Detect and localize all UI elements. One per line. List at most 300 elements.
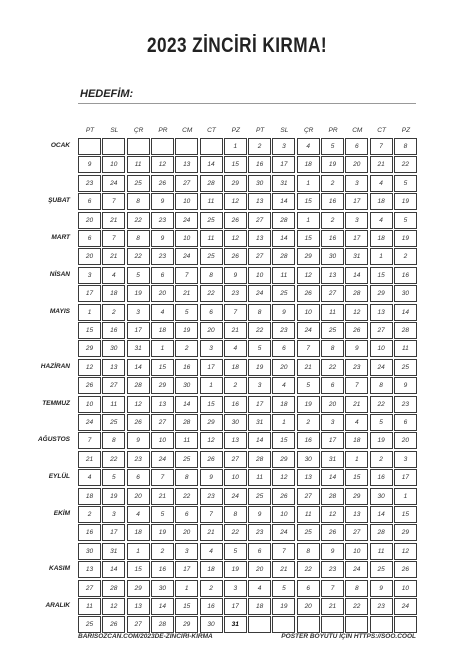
day-cell[interactable]: 13: [78, 561, 101, 578]
day-cell[interactable]: 24: [175, 212, 198, 229]
day-cell[interactable]: 8: [370, 377, 393, 394]
day-cell[interactable]: 10: [272, 506, 295, 523]
day-cell[interactable]: 17: [272, 156, 295, 173]
day-cell[interactable]: 2: [102, 304, 125, 321]
empty-cell[interactable]: [272, 616, 295, 633]
day-cell[interactable]: 2: [151, 543, 174, 560]
day-cell[interactable]: 30: [78, 543, 101, 560]
day-cell[interactable]: 12: [345, 304, 368, 321]
day-cell[interactable]: 29: [345, 488, 368, 505]
day-cell[interactable]: 26: [200, 451, 223, 468]
day-cell[interactable]: 5: [272, 580, 295, 597]
day-cell[interactable]: 23: [127, 451, 150, 468]
day-cell[interactable]: 2: [78, 506, 101, 523]
day-cell[interactable]: 23: [151, 248, 174, 265]
day-cell[interactable]: 22: [127, 212, 150, 229]
day-cell[interactable]: 20: [78, 248, 101, 265]
day-cell[interactable]: 12: [394, 543, 417, 560]
day-cell[interactable]: 1: [272, 414, 295, 431]
day-cell[interactable]: 22: [127, 248, 150, 265]
day-cell[interactable]: 28: [151, 616, 174, 633]
day-cell[interactable]: 31: [102, 543, 125, 560]
day-cell[interactable]: 20: [321, 396, 344, 413]
day-cell[interactable]: 4: [297, 138, 320, 155]
day-cell[interactable]: 19: [370, 432, 393, 449]
day-cell[interactable]: 18: [224, 359, 247, 376]
day-cell[interactable]: 2: [175, 340, 198, 357]
day-cell[interactable]: 16: [248, 156, 271, 173]
day-cell[interactable]: 14: [370, 506, 393, 523]
day-cell[interactable]: 30: [102, 340, 125, 357]
day-cell[interactable]: 23: [200, 488, 223, 505]
day-cell[interactable]: 12: [297, 267, 320, 284]
day-cell[interactable]: 5: [394, 175, 417, 192]
day-cell[interactable]: 5: [102, 469, 125, 486]
empty-cell[interactable]: [345, 616, 368, 633]
day-cell[interactable]: 18: [370, 230, 393, 247]
day-cell[interactable]: 27: [102, 377, 125, 394]
day-cell[interactable]: 22: [200, 285, 223, 302]
day-cell[interactable]: 22: [297, 561, 320, 578]
empty-cell[interactable]: [370, 616, 393, 633]
day-cell[interactable]: 9: [78, 156, 101, 173]
day-cell[interactable]: 13: [248, 193, 271, 210]
day-cell[interactable]: 2: [370, 451, 393, 468]
day-cell[interactable]: 6: [151, 267, 174, 284]
day-cell[interactable]: 11: [102, 396, 125, 413]
day-cell[interactable]: 4: [370, 212, 393, 229]
day-cell[interactable]: 16: [370, 469, 393, 486]
day-cell[interactable]: 15: [127, 561, 150, 578]
day-cell[interactable]: 3: [224, 580, 247, 597]
day-cell[interactable]: 17: [224, 598, 247, 615]
day-cell[interactable]: 25: [248, 488, 271, 505]
day-cell[interactable]: 25: [272, 285, 295, 302]
day-cell[interactable]: 24: [370, 359, 393, 376]
day-cell[interactable]: 4: [370, 175, 393, 192]
day-cell[interactable]: 19: [394, 230, 417, 247]
day-cell[interactable]: 17: [394, 469, 417, 486]
day-cell[interactable]: 9: [151, 193, 174, 210]
day-cell[interactable]: 31: [321, 451, 344, 468]
day-cell[interactable]: 19: [272, 598, 295, 615]
day-cell[interactable]: 14: [321, 469, 344, 486]
day-cell[interactable]: 15: [272, 432, 295, 449]
day-cell[interactable]: 21: [151, 488, 174, 505]
day-cell[interactable]: 11: [272, 267, 295, 284]
day-cell[interactable]: 2: [321, 175, 344, 192]
day-cell[interactable]: 17: [345, 230, 368, 247]
day-cell[interactable]: 30: [370, 488, 393, 505]
day-cell[interactable]: 3: [127, 304, 150, 321]
day-cell[interactable]: 18: [200, 561, 223, 578]
day-cell[interactable]: 21: [272, 561, 295, 578]
day-cell[interactable]: 1: [394, 488, 417, 505]
day-cell[interactable]: 9: [224, 267, 247, 284]
day-cell[interactable]: 13: [102, 359, 125, 376]
day-cell[interactable]: 31: [272, 175, 295, 192]
day-cell[interactable]: 24: [102, 175, 125, 192]
day-cell[interactable]: 28: [102, 580, 125, 597]
day-cell[interactable]: 16: [102, 322, 125, 339]
day-cell[interactable]: 25: [321, 322, 344, 339]
day-cell[interactable]: 27: [321, 285, 344, 302]
day-cell[interactable]: 22: [224, 524, 247, 541]
day-cell[interactable]: 29: [394, 524, 417, 541]
day-cell[interactable]: 18: [272, 396, 295, 413]
day-cell[interactable]: 1: [175, 580, 198, 597]
day-cell[interactable]: 18: [345, 432, 368, 449]
day-cell[interactable]: 11: [127, 156, 150, 173]
day-cell[interactable]: 26: [297, 285, 320, 302]
day-cell[interactable]: 11: [321, 304, 344, 321]
day-cell[interactable]: 1: [297, 175, 320, 192]
day-cell[interactable]: 10: [345, 543, 368, 560]
day-cell[interactable]: 28: [175, 414, 198, 431]
day-cell[interactable]: 28: [345, 285, 368, 302]
day-cell[interactable]: 6: [78, 193, 101, 210]
day-cell[interactable]: 1: [224, 138, 247, 155]
day-cell[interactable]: 29: [127, 580, 150, 597]
day-cell[interactable]: 12: [151, 156, 174, 173]
day-cell[interactable]: 26: [224, 248, 247, 265]
day-cell[interactable]: 11: [370, 543, 393, 560]
day-cell[interactable]: 22: [345, 598, 368, 615]
day-cell[interactable]: 11: [78, 598, 101, 615]
day-cell[interactable]: 8: [345, 580, 368, 597]
day-cell[interactable]: 24: [297, 322, 320, 339]
day-cell[interactable]: 22: [321, 359, 344, 376]
day-cell[interactable]: 18: [78, 488, 101, 505]
day-cell[interactable]: 30: [297, 451, 320, 468]
day-cell[interactable]: 27: [78, 580, 101, 597]
day-cell[interactable]: 11: [248, 469, 271, 486]
day-cell[interactable]: 22: [248, 322, 271, 339]
day-cell[interactable]: 31: [248, 414, 271, 431]
day-cell[interactable]: 22: [370, 396, 393, 413]
day-cell[interactable]: 3: [102, 506, 125, 523]
day-cell[interactable]: 6: [345, 138, 368, 155]
day-cell[interactable]: 19: [224, 561, 247, 578]
day-cell[interactable]: 18: [370, 193, 393, 210]
day-cell[interactable]: 14: [272, 230, 295, 247]
day-cell[interactable]: 14: [102, 561, 125, 578]
day-cell[interactable]: 12: [127, 396, 150, 413]
day-cell[interactable]: 15: [200, 396, 223, 413]
day-cell[interactable]: 19: [175, 322, 198, 339]
day-cell[interactable]: 15: [224, 156, 247, 173]
day-cell[interactable]: 26: [78, 377, 101, 394]
day-cell[interactable]: 21: [345, 396, 368, 413]
day-cell[interactable]: 5: [297, 377, 320, 394]
day-cell[interactable]: 15: [175, 598, 198, 615]
day-cell[interactable]: 8: [248, 304, 271, 321]
day-cell[interactable]: 30: [321, 248, 344, 265]
day-cell[interactable]: 22: [102, 451, 125, 468]
day-cell[interactable]: 23: [78, 175, 101, 192]
day-cell[interactable]: 7: [102, 230, 125, 247]
day-cell[interactable]: 28: [248, 451, 271, 468]
day-cell[interactable]: 6: [78, 230, 101, 247]
day-cell[interactable]: 11: [200, 193, 223, 210]
day-cell[interactable]: 9: [345, 340, 368, 357]
day-cell[interactable]: 16: [78, 524, 101, 541]
day-cell[interactable]: 29: [175, 616, 198, 633]
day-cell[interactable]: 27: [151, 414, 174, 431]
empty-cell[interactable]: [127, 138, 150, 155]
day-cell[interactable]: 4: [78, 469, 101, 486]
day-cell[interactable]: 24: [248, 285, 271, 302]
day-cell[interactable]: 30: [151, 580, 174, 597]
day-cell[interactable]: 2: [248, 138, 271, 155]
day-cell[interactable]: 15: [151, 359, 174, 376]
day-cell[interactable]: 16: [175, 359, 198, 376]
day-cell[interactable]: 20: [345, 156, 368, 173]
day-cell[interactable]: 15: [394, 506, 417, 523]
day-cell[interactable]: 27: [370, 322, 393, 339]
day-cell[interactable]: 8: [127, 230, 150, 247]
day-cell[interactable]: 19: [394, 193, 417, 210]
day-cell[interactable]: 20: [127, 488, 150, 505]
day-cell[interactable]: 1: [127, 543, 150, 560]
day-cell[interactable]: 18: [127, 524, 150, 541]
day-cell[interactable]: 24: [151, 451, 174, 468]
day-cell[interactable]: 21: [297, 359, 320, 376]
day-cell[interactable]: 10: [151, 432, 174, 449]
day-cell[interactable]: 28: [272, 212, 295, 229]
day-cell[interactable]: 16: [200, 598, 223, 615]
day-cell[interactable]: 28: [394, 322, 417, 339]
day-cell[interactable]: 20: [297, 598, 320, 615]
day-cell[interactable]: 26: [151, 175, 174, 192]
day-cell[interactable]: 17: [248, 396, 271, 413]
day-cell[interactable]: 8: [321, 340, 344, 357]
day-cell[interactable]: 17: [345, 193, 368, 210]
day-cell[interactable]: 3: [272, 138, 295, 155]
day-cell[interactable]: 12: [78, 359, 101, 376]
day-cell[interactable]: 10: [248, 267, 271, 284]
day-cell[interactable]: 26: [102, 616, 125, 633]
day-cell[interactable]: 3: [321, 414, 344, 431]
day-cell[interactable]: 27: [175, 175, 198, 192]
day-cell[interactable]: 18: [151, 322, 174, 339]
day-cell[interactable]: 12: [102, 598, 125, 615]
day-cell[interactable]: 24: [175, 248, 198, 265]
day-cell[interactable]: 8: [175, 469, 198, 486]
day-cell[interactable]: 16: [224, 396, 247, 413]
day-cell[interactable]: 9: [272, 304, 295, 321]
empty-cell[interactable]: [394, 616, 417, 633]
day-cell[interactable]: 7: [370, 138, 393, 155]
day-cell[interactable]: 24: [394, 598, 417, 615]
day-cell[interactable]: 19: [102, 488, 125, 505]
day-cell[interactable]: 23: [272, 322, 295, 339]
day-cell[interactable]: 23: [151, 212, 174, 229]
day-cell[interactable]: 29: [224, 175, 247, 192]
day-cell[interactable]: 6: [175, 506, 198, 523]
day-cell[interactable]: 2: [224, 377, 247, 394]
day-cell[interactable]: 19: [321, 156, 344, 173]
day-cell[interactable]: 31: [224, 616, 247, 633]
footer-poster-link[interactable]: POSTER BOYUTU İÇİN HTTPS://SOO.COOL: [281, 633, 416, 640]
day-cell[interactable]: 24: [224, 488, 247, 505]
day-cell[interactable]: 6: [272, 340, 295, 357]
empty-cell[interactable]: [151, 138, 174, 155]
day-cell[interactable]: 29: [200, 414, 223, 431]
day-cell[interactable]: 5: [370, 414, 393, 431]
day-cell[interactable]: 12: [272, 469, 295, 486]
day-cell[interactable]: 29: [370, 285, 393, 302]
day-cell[interactable]: 31: [345, 248, 368, 265]
day-cell[interactable]: 4: [248, 580, 271, 597]
day-cell[interactable]: 25: [127, 175, 150, 192]
day-cell[interactable]: 25: [394, 359, 417, 376]
day-cell[interactable]: 19: [297, 396, 320, 413]
day-cell[interactable]: 9: [370, 580, 393, 597]
day-cell[interactable]: 6: [321, 377, 344, 394]
day-cell[interactable]: 8: [102, 432, 125, 449]
day-cell[interactable]: 30: [200, 616, 223, 633]
day-cell[interactable]: 11: [394, 340, 417, 357]
day-cell[interactable]: 17: [200, 359, 223, 376]
day-cell[interactable]: 16: [321, 230, 344, 247]
day-cell[interactable]: 28: [321, 488, 344, 505]
empty-cell[interactable]: [200, 138, 223, 155]
day-cell[interactable]: 23: [345, 359, 368, 376]
day-cell[interactable]: 16: [321, 193, 344, 210]
day-cell[interactable]: 15: [78, 322, 101, 339]
day-cell[interactable]: 13: [175, 156, 198, 173]
day-cell[interactable]: 7: [78, 432, 101, 449]
day-cell[interactable]: 2: [297, 414, 320, 431]
day-cell[interactable]: 9: [394, 377, 417, 394]
day-cell[interactable]: 23: [370, 598, 393, 615]
day-cell[interactable]: 1: [370, 248, 393, 265]
footer-website-link[interactable]: BARISOZCAN.COM/2023DE-ZINCIRI-KIRMA: [78, 633, 213, 640]
day-cell[interactable]: 28: [200, 175, 223, 192]
day-cell[interactable]: 13: [127, 598, 150, 615]
day-cell[interactable]: 23: [394, 396, 417, 413]
day-cell[interactable]: 10: [175, 230, 198, 247]
day-cell[interactable]: 16: [151, 561, 174, 578]
day-cell[interactable]: 29: [272, 451, 295, 468]
day-cell[interactable]: 16: [394, 267, 417, 284]
day-cell[interactable]: 17: [321, 432, 344, 449]
day-cell[interactable]: 27: [345, 524, 368, 541]
day-cell[interactable]: 20: [175, 524, 198, 541]
day-cell[interactable]: 18: [297, 156, 320, 173]
day-cell[interactable]: 7: [175, 267, 198, 284]
day-cell[interactable]: 24: [345, 561, 368, 578]
day-cell[interactable]: 11: [297, 506, 320, 523]
day-cell[interactable]: 10: [78, 396, 101, 413]
day-cell[interactable]: 9: [127, 432, 150, 449]
day-cell[interactable]: 3: [345, 175, 368, 192]
day-cell[interactable]: 14: [345, 267, 368, 284]
day-cell[interactable]: 17: [102, 524, 125, 541]
day-cell[interactable]: 18: [102, 285, 125, 302]
day-cell[interactable]: 4: [151, 304, 174, 321]
day-cell[interactable]: 8: [127, 193, 150, 210]
day-cell[interactable]: 27: [248, 212, 271, 229]
day-cell[interactable]: 10: [394, 580, 417, 597]
empty-cell[interactable]: [248, 616, 271, 633]
day-cell[interactable]: 2: [321, 212, 344, 229]
day-cell[interactable]: 27: [224, 451, 247, 468]
day-cell[interactable]: 13: [345, 506, 368, 523]
day-cell[interactable]: 28: [127, 377, 150, 394]
goal-input-line[interactable]: [78, 103, 416, 104]
day-cell[interactable]: 26: [345, 322, 368, 339]
day-cell[interactable]: 5: [175, 304, 198, 321]
day-cell[interactable]: 21: [224, 322, 247, 339]
day-cell[interactable]: 16: [297, 432, 320, 449]
day-cell[interactable]: 30: [394, 285, 417, 302]
day-cell[interactable]: 26: [321, 524, 344, 541]
day-cell[interactable]: 3: [345, 212, 368, 229]
day-cell[interactable]: 29: [151, 377, 174, 394]
day-cell[interactable]: 21: [78, 451, 101, 468]
day-cell[interactable]: 11: [175, 432, 198, 449]
day-cell[interactable]: 1: [297, 212, 320, 229]
day-cell[interactable]: 4: [127, 506, 150, 523]
day-cell[interactable]: 9: [248, 506, 271, 523]
day-cell[interactable]: 27: [248, 248, 271, 265]
day-cell[interactable]: 25: [370, 561, 393, 578]
day-cell[interactable]: 27: [297, 488, 320, 505]
day-cell[interactable]: 12: [200, 432, 223, 449]
day-cell[interactable]: 13: [321, 267, 344, 284]
day-cell[interactable]: 29: [297, 248, 320, 265]
day-cell[interactable]: 20: [151, 285, 174, 302]
day-cell[interactable]: 8: [200, 267, 223, 284]
day-cell[interactable]: 15: [297, 230, 320, 247]
day-cell[interactable]: 22: [175, 488, 198, 505]
empty-cell[interactable]: [102, 138, 125, 155]
day-cell[interactable]: 10: [224, 469, 247, 486]
day-cell[interactable]: 24: [272, 524, 295, 541]
empty-cell[interactable]: [297, 616, 320, 633]
day-cell[interactable]: 17: [78, 285, 101, 302]
day-cell[interactable]: 13: [297, 469, 320, 486]
day-cell[interactable]: 15: [345, 469, 368, 486]
day-cell[interactable]: 12: [321, 506, 344, 523]
day-cell[interactable]: 10: [370, 340, 393, 357]
day-cell[interactable]: 3: [394, 451, 417, 468]
day-cell[interactable]: 7: [321, 580, 344, 597]
day-cell[interactable]: 5: [224, 543, 247, 560]
day-cell[interactable]: 5: [127, 267, 150, 284]
day-cell[interactable]: 31: [127, 340, 150, 357]
day-cell[interactable]: 10: [175, 193, 198, 210]
day-cell[interactable]: 7: [272, 543, 295, 560]
empty-cell[interactable]: [78, 138, 101, 155]
day-cell[interactable]: 25: [297, 524, 320, 541]
day-cell[interactable]: 21: [321, 598, 344, 615]
day-cell[interactable]: 14: [127, 359, 150, 376]
day-cell[interactable]: 23: [321, 561, 344, 578]
day-cell[interactable]: 1: [345, 451, 368, 468]
day-cell[interactable]: 6: [200, 304, 223, 321]
day-cell[interactable]: 14: [272, 193, 295, 210]
day-cell[interactable]: 17: [175, 561, 198, 578]
day-cell[interactable]: 6: [394, 414, 417, 431]
day-cell[interactable]: 5: [321, 138, 344, 155]
day-cell[interactable]: 7: [102, 193, 125, 210]
day-cell[interactable]: 7: [297, 340, 320, 357]
day-cell[interactable]: 26: [127, 414, 150, 431]
day-cell[interactable]: 13: [224, 432, 247, 449]
